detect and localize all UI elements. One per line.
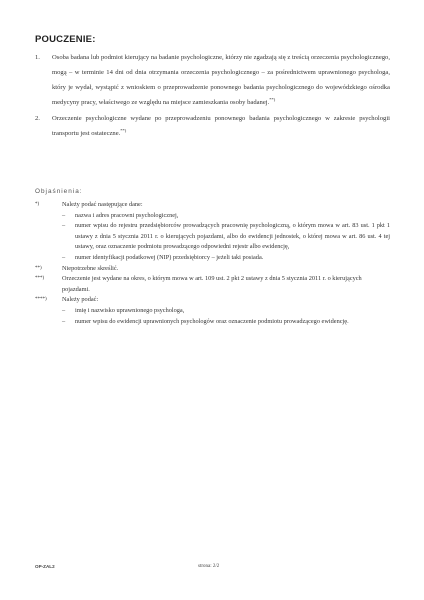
- instruction-item: [35, 111, 390, 141]
- page-number: strona: 2/2: [198, 564, 220, 569]
- subitem-text: imię i nazwisko uprawnionego psychologa,: [75, 306, 185, 314]
- subitem-text: numer identyfikacji podatkowej (NIP) przedsiębiorcy – jeżeli taki posiada.: [75, 253, 264, 261]
- dash-bullet: –: [62, 317, 66, 325]
- note-sublist: [62, 306, 390, 327]
- instruction-heading: POUCZENIE:: [35, 34, 96, 45]
- note-sublist: [62, 211, 390, 264]
- instruction-item: [35, 50, 390, 110]
- note-subitem: [62, 221, 390, 253]
- note-subitem: [62, 317, 390, 328]
- note-mark: **): [35, 265, 42, 271]
- explanation-note: [35, 295, 390, 327]
- note-mark: ***): [35, 276, 45, 282]
- instruction-list: [35, 50, 390, 142]
- explanation-note: [35, 274, 390, 295]
- subitem-text: numer wpisu do rejestru przedsiębiorców prowadzących pracownię psychologiczną, o którym mowa w art. 83 ust. 1 pkt 1 ustawy z dnia 5 stycznia 2011 r. o kierujących pojazdami, albo do ewidencji jednostek, o której mowa w art. 86 ust. 4 tej ustawy, oraz oznaczenie podmiotu prowadzącego odpowiedni rejestr albo ewidencję,: [75, 222, 390, 251]
- note-text: Orzeczenie jest wydane na okres, o którym mowa w art. 109 ust. 2 pkt 2 ustawy z dnia 5 stycznia 2011 r. o kierujących pojazdami.: [62, 275, 362, 293]
- item-text: Orzeczenie psychologiczne wydane po przeprowadzeniu ponownego badania psychologicznego w zakresie psychologii transportu jest ostateczne.: [52, 115, 390, 138]
- subitem-text: numer wpisu do ewidencji uprawnionych psychologów oraz oznaczenie podmiotu prowadzącego ewidencję.: [75, 317, 349, 325]
- explanation-note: [35, 200, 390, 264]
- item-number: 2.: [35, 115, 40, 123]
- explanations-list: [35, 200, 390, 327]
- note-subitem: [62, 211, 390, 222]
- note-subitem: [62, 253, 390, 264]
- note-subitem: [62, 306, 390, 317]
- note-text: Niepotrzebne skreślić.: [62, 264, 119, 272]
- note-mark: ****): [35, 297, 47, 303]
- note-mark: *): [35, 202, 40, 207]
- note-text: Należy podać następujące dane:: [62, 201, 143, 208]
- subitem-text: nazwa i adres pracowni psychologicznej,: [75, 211, 179, 219]
- footnote-mark: **): [120, 128, 127, 134]
- item-number: 1.: [35, 54, 40, 61]
- explanation-note: [35, 264, 390, 275]
- dash-bullet: –: [62, 211, 66, 219]
- form-code: OP-ZAL2: [35, 564, 55, 569]
- item-text: Osoba badana lub podmiot kierujący na badanie psychologiczne, którzy nie zgadzają się z treścią orzeczenia psychologicznego, mogą – w terminie 14 dni od dnia otrzymania orzeczenia psychologicznego – za pośrednictwem uprawnionego psychologa, który je wydał, wystąpić z wnioskiem o przeprowadzenie ponownego badania psychologicznego do wojewódzkiego ośrodka medycyny pracy, właściwego ze względu na miejsce zamieszkania osoby badanej.: [52, 54, 390, 107]
- dash-bullet: –: [62, 306, 66, 314]
- explanations-heading: Objaśnienia:: [35, 188, 83, 195]
- dash-bullet: –: [62, 222, 66, 230]
- note-text: Należy podać:: [62, 296, 99, 304]
- footnote-mark: **): [269, 97, 276, 103]
- dash-bullet: –: [62, 253, 66, 261]
